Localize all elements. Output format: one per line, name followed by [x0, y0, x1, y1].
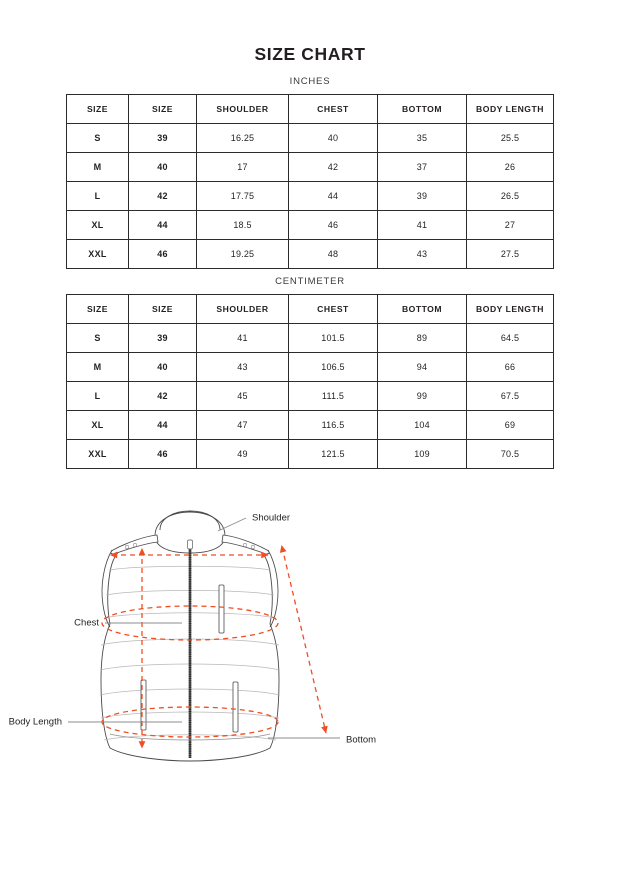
table-header-row	[67, 295, 554, 324]
chest-pocket	[219, 585, 224, 633]
table-row	[67, 411, 554, 440]
cell-bottom: 41	[378, 211, 467, 240]
cell-size-number: 39	[129, 124, 197, 153]
cell-body-length: 25.5	[467, 124, 554, 153]
cell-bottom: 37	[378, 153, 467, 182]
cell-body-length: 67.5	[467, 382, 554, 411]
label-chest: Chest	[74, 617, 99, 629]
cell-shoulder: 43	[197, 353, 289, 382]
cell-size-letter: XXL	[67, 240, 129, 269]
label-bottom: Bottom	[346, 734, 377, 746]
column-header-bottom: BOTTOM	[378, 295, 467, 324]
cell-size-letter: L	[67, 382, 129, 411]
cell-chest: 46	[289, 211, 378, 240]
cell-shoulder: 45	[197, 382, 289, 411]
column-header-chest: CHEST	[289, 95, 378, 124]
table-row	[67, 124, 554, 153]
cell-size-number: 42	[129, 382, 197, 411]
cell-shoulder: 19.25	[197, 240, 289, 269]
column-header-size-number: SIZE	[129, 95, 197, 124]
size-table-inches	[66, 94, 554, 269]
cell-size-letter: M	[67, 153, 129, 182]
cell-shoulder: 17	[197, 153, 289, 182]
table-header-row	[67, 95, 554, 124]
cell-bottom: 94	[378, 353, 467, 382]
column-header-chest: CHEST	[289, 295, 378, 324]
column-header-body-length: BODY LENGTH	[467, 95, 554, 124]
cell-bottom: 109	[378, 440, 467, 469]
cell-shoulder: 41	[197, 324, 289, 353]
table-caption-centimeter: CENTIMETER	[275, 276, 345, 287]
cell-bottom: 89	[378, 324, 467, 353]
table-row	[67, 324, 554, 353]
cell-size-letter: XL	[67, 411, 129, 440]
cell-size-number: 40	[129, 353, 197, 382]
leader-shoulder	[218, 518, 246, 531]
label-shoulder: Shoulder	[252, 512, 291, 524]
column-header-size-number: SIZE	[129, 295, 197, 324]
column-header-bottom: BOTTOM	[378, 95, 467, 124]
table-row	[67, 211, 554, 240]
table-row	[67, 382, 554, 411]
bottom-pointer-arrow	[282, 547, 326, 733]
zipper-pull	[188, 540, 193, 549]
cell-shoulder: 16.25	[197, 124, 289, 153]
cell-shoulder: 18.5	[197, 211, 289, 240]
column-header-size-letter: SIZE	[67, 295, 129, 324]
cell-size-number: 46	[129, 440, 197, 469]
cell-chest: 111.5	[289, 382, 378, 411]
table-row	[67, 182, 554, 211]
table-row	[67, 440, 554, 469]
cell-body-length: 69	[467, 411, 554, 440]
cell-chest: 48	[289, 240, 378, 269]
cell-shoulder: 49	[197, 440, 289, 469]
cell-bottom: 35	[378, 124, 467, 153]
cell-size-letter: S	[67, 124, 129, 153]
table-row	[67, 153, 554, 182]
label-body-length: Body Length	[8, 716, 62, 728]
cell-body-length: 64.5	[467, 324, 554, 353]
column-header-body-length: BODY LENGTH	[467, 295, 554, 324]
cell-size-number: 42	[129, 182, 197, 211]
vest-measurement-diagram	[0, 490, 620, 780]
cell-size-letter: S	[67, 324, 129, 353]
pocket-right	[233, 682, 238, 732]
cell-bottom: 99	[378, 382, 467, 411]
cell-size-number: 44	[129, 211, 197, 240]
cell-size-letter: XXL	[67, 440, 129, 469]
cell-body-length: 66	[467, 353, 554, 382]
cell-chest: 101.5	[289, 324, 378, 353]
column-header-shoulder: SHOULDER	[197, 95, 289, 124]
cell-body-length: 27.5	[467, 240, 554, 269]
table-caption-inches: INCHES	[289, 76, 331, 87]
cell-size-letter: L	[67, 182, 129, 211]
cell-chest: 106.5	[289, 353, 378, 382]
cell-size-number: 44	[129, 411, 197, 440]
column-header-shoulder: SHOULDER	[197, 295, 289, 324]
cell-size-letter: M	[67, 353, 129, 382]
cell-size-number: 46	[129, 240, 197, 269]
cell-shoulder: 17.75	[197, 182, 289, 211]
cell-body-length: 70.5	[467, 440, 554, 469]
cell-body-length: 27	[467, 211, 554, 240]
cell-bottom: 43	[378, 240, 467, 269]
cell-size-letter: XL	[67, 211, 129, 240]
cell-chest: 40	[289, 124, 378, 153]
cell-chest: 44	[289, 182, 378, 211]
cell-body-length: 26.5	[467, 182, 554, 211]
cell-shoulder: 47	[197, 411, 289, 440]
cell-chest: 42	[289, 153, 378, 182]
cell-bottom: 39	[378, 182, 467, 211]
table-row	[67, 240, 554, 269]
cell-bottom: 104	[378, 411, 467, 440]
cell-size-number: 40	[129, 153, 197, 182]
page-title: SIZE CHART	[254, 44, 366, 64]
cell-size-number: 39	[129, 324, 197, 353]
cell-body-length: 26	[467, 153, 554, 182]
size-table-centimeter	[66, 294, 554, 469]
cell-chest: 121.5	[289, 440, 378, 469]
table-row	[67, 353, 554, 382]
cell-chest: 116.5	[289, 411, 378, 440]
column-header-size-letter: SIZE	[67, 95, 129, 124]
